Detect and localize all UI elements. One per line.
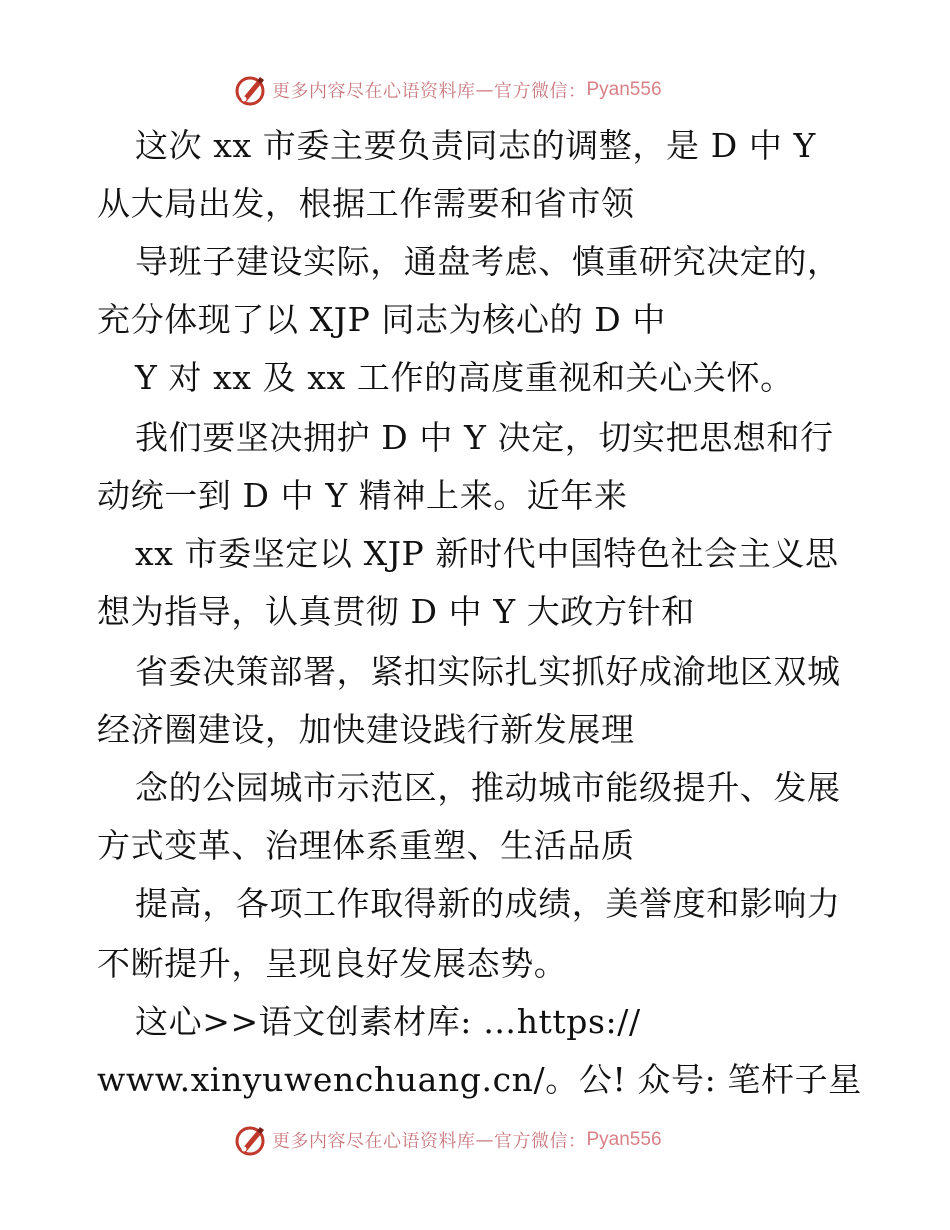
- body-line: 充分体现了以 XJP 同志为核心的 D 中: [97, 300, 666, 339]
- body-line: 动统一到 D 中 Y 精神上来。近年来: [97, 476, 628, 515]
- header-wechat-label: 官方微信：: [494, 81, 587, 102]
- body-line: 导班子建设实际，通盘考虑、慎重研究决定的，: [135, 242, 841, 281]
- body-line: 我们要坚决拥护 D 中 Y 决定，切实把思想和行: [135, 418, 834, 457]
- body-line: 经济圈建设，加快建设践行新发展理: [97, 710, 635, 749]
- footer-wechat-id: Pyan556: [586, 1129, 662, 1150]
- body-line: 这次 xx 市委主要负责同志的调整，是 D 中 Y: [135, 126, 816, 165]
- body-line: 不断提升，呈现良好发展态势。: [97, 944, 568, 983]
- header-dash: —: [475, 79, 494, 101]
- body-line: 这心>>语文创素材库: …https://: [135, 1002, 641, 1041]
- footer-banner: [232, 1120, 662, 1160]
- body-line: Y 对 xx 及 xx 工作的高度重视和关心关怀。: [135, 358, 794, 397]
- footer-slogan: 更多内容尽在心语资料库: [272, 1131, 476, 1152]
- footer-wechat-label: 官方微信：: [494, 1131, 587, 1152]
- body-line: xx 市委坚定以 XJP 新时代中国特色社会主义思: [135, 534, 839, 573]
- header-slogan: 更多内容尽在心语资料库: [272, 81, 476, 102]
- footer-dash: —: [475, 1129, 494, 1151]
- body-line: 从大局出发，根据工作需要和省市领: [97, 184, 635, 223]
- pen-logo-icon: [232, 72, 268, 108]
- body-line: 提高，各项工作取得新的成绩，美誉度和影响力: [135, 884, 841, 923]
- header-wechat-id: Pyan556: [586, 79, 662, 100]
- body-line: 方式变革、治理体系重塑、生活品质: [97, 826, 635, 865]
- body-line: 念的公园城市示范区，推动城市能级提升、发展: [135, 768, 841, 807]
- pen-logo-icon: [232, 1122, 268, 1158]
- header-banner: [232, 70, 662, 110]
- body-line: www.xinyuwenchuang.cn/。公! 众号: 笔杆子星: [97, 1060, 862, 1099]
- body-line: 想为指导，认真贯彻 D 中 Y 大政方针和: [97, 592, 695, 631]
- body-line: 省委决策部署，紧扣实际扎实抓好成渝地区双城: [135, 652, 841, 691]
